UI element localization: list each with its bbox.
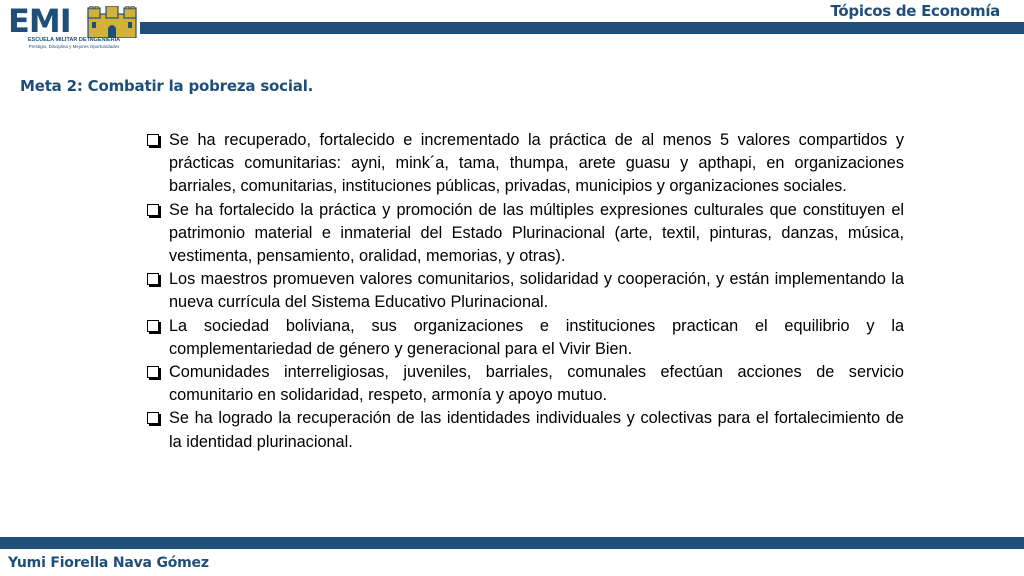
logo-motto: Prestigio, Disciplina y Mejores Oportunidades <box>28 44 120 49</box>
course-title: Tópicos de Economía <box>830 2 1000 20</box>
checkbox-square-icon <box>147 320 159 332</box>
bullet-item <box>146 361 904 407</box>
checkbox-square-icon <box>147 412 159 424</box>
bullet-item <box>146 268 904 314</box>
footer-bar <box>0 537 1024 549</box>
logo-acronym: EMI <box>8 2 71 40</box>
emi-logo <box>8 4 138 52</box>
checkbox-square-icon <box>147 273 159 285</box>
bullet-list <box>146 129 904 454</box>
bullet-item <box>146 199 904 269</box>
header-bar <box>140 22 1024 34</box>
checkbox-square-icon <box>147 204 159 216</box>
checkbox-square-icon <box>147 134 159 146</box>
bullet-text: Se ha fortalecido la práctica y promoción de las múltiples expresiones culturales que constituyen el patrimonio material e inmaterial del Estado Plurinacional (arte, textil, pinturas, danzas, música, vestimenta, pensamiento, oralidad, memorias, y otras). <box>169 200 904 266</box>
bullet-item <box>146 407 904 453</box>
bullet-item <box>146 315 904 361</box>
logo-institution: ESCUELA MILITAR DE INGENIERIA <box>27 37 121 43</box>
author-name: Yumi Fiorella Nava Gómez <box>8 555 209 571</box>
bullet-text: Comunidades interreligiosas, juveniles, barriales, comunales efectúan acciones de servicio comunitario en solidaridad, respeto, armonía y apoyo mutuo. <box>169 363 904 405</box>
castle-icon <box>86 6 138 38</box>
bullet-text: Los maestros promueven valores comunitarios, solidaridad y cooperación, y están implementando la nueva currícula del Sistema Educativo Plurinacional. <box>169 270 904 312</box>
bullet-text: La sociedad boliviana, sus organizaciones e instituciones practican el equilibrio y la complementariedad de género y generacional para el Vivir Bien. <box>169 316 904 358</box>
checkbox-square-icon <box>147 366 159 378</box>
bullet-item <box>146 129 904 199</box>
bullet-text: Se ha logrado la recuperación de las identidades individuales y colectivas para el fortalecimiento de la identidad plurinacional. <box>169 409 904 451</box>
slide-subtitle: Meta 2: Combatir la pobreza social. <box>20 77 314 95</box>
bullet-text: Se ha recuperado, fortalecido e incrementado la práctica de al menos 5 valores compartidos y prácticas comunitarias: ayni, mink´a, tama, thumpa, arete guasu y apthapi, en organizaciones barriales, comunitarias, instituciones públicas, privadas, municipios y organizaciones sociales. <box>169 131 904 196</box>
